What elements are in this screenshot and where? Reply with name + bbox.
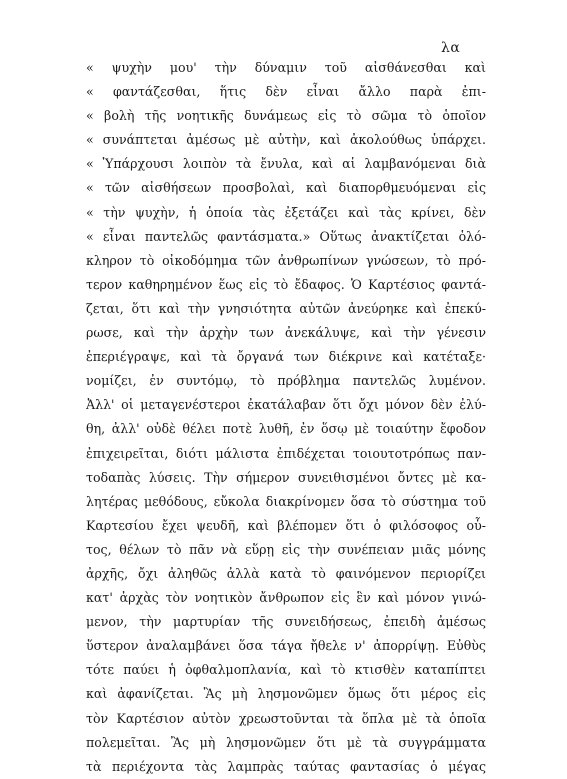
text-line: τότε παύει ἡ ὀφθαλμοπλανία, καὶ τὸ κτισθὲν καταπίπτει: [86, 662, 486, 678]
text-line: μενον, τὴν μαρτυρίαν τῆς συνειδήσεως, ἐπειδὴ ἀμέσως: [86, 614, 486, 630]
body-text: [86, 56, 486, 779]
text-line: θη, ἀλλ' οὐδὲ θέλει ποτὲ λυθῆ, ἐν ὅσῳ μὲ τοιαύτην ἔφοδον: [86, 421, 486, 437]
text-line: ζεται, ὅτι καὶ τὴν γνησιότητα αὐτῶν ἀνεύρηκε καὶ ἐπεκύ-: [86, 300, 486, 316]
text-line: « τῶν αἰσθήσεων προσβολαὶ, καὶ διαπορθμευόμεναι εἰς: [86, 180, 486, 196]
text-line: ἐπεριέγραψε, καὶ τὰ ὄργανά των διέκρινε καὶ κατέταξε·: [86, 349, 486, 365]
text-line: λητέρας μεθόδους, εὔκολα διακρίνομεν ὅσα τὸ σύστημα τοῦ: [86, 493, 486, 509]
text-line: τος, θέλων τὸ πᾶν νὰ εὕρῃ εἰς τὴν συνέπειαν μιᾶς μόνης: [86, 541, 486, 557]
text-line: ρωσε, καὶ τὴν ἀρχὴν των ἀνεκάλυψε, καὶ τὴν γένεσιν: [86, 325, 486, 341]
text-line: « Ὑπάρχουσι λοιπὸν τὰ ἔνυλα, καὶ αἱ λαμβανόμεναι διὰ: [86, 156, 486, 172]
text-line: κληρον τὸ οἰκοδόμημα τῶν ἀνθρωπίνων γνώσεων, τὸ πρό-: [86, 252, 486, 268]
text-line: « φαντάζεσθαι, ἥτις δὲν εἶναι ἄλλο παρὰ ἐπι-: [86, 84, 486, 100]
text-line: ἀρχῆς, ὄχι ἀληθῶς ἀλλὰ κατὰ τὸ φαινόμενον περιορίζει: [86, 565, 486, 581]
text-line: νομίζει, ἐν συντόμῳ, τὸ πρόβλημα παντελῶς λυμένον.: [86, 373, 486, 389]
text-line: « ψυχὴν μου' τὴν δύναμιν τοῦ αἰσθάνεσθαι καὶ: [86, 60, 486, 75]
text-line: τὸν Καρτέσιον αὐτὸν χρεωστοῦνται τὰ ὅπλα μὲ τὰ ὁποῖα: [86, 710, 486, 726]
text-line: « εἶναι παντελῶς φαντάσματα.» Οὕτως ἀνακτίζεται ὁλό-: [86, 228, 486, 244]
text-line: « βολὴ τῆς νοητικῆς δυνάμεως εἰς τὸ σῶμα τὸ ὁποῖον: [86, 108, 486, 124]
text-line: πολεμεῖται. Ἂς μὴ λησμονῶμεν ὅτι μὲ τὰ συγγράμματα: [86, 734, 486, 750]
text-line: κατ' ἀρχὰς τὸν νοητικὸν ἄνθρωπον εἰς ἓν καὶ μόνον γινώ-: [86, 590, 486, 606]
text-line: Καρτεσίου ἔχει ψευδῆ, καὶ βλέπομεν ὅτι ὁ φιλόσοφος οὗ-: [86, 517, 486, 533]
page-number: λα: [441, 40, 461, 56]
text-line: τὰ περιέχοντα τὰς λαμπρὰς ταύτας φαντασίας ὁ μέγας: [86, 758, 486, 774]
text-line: τερον καθηρημένον ἕως εἰς τὸ ἔδαφος. Ὁ Καρτέσιος φαντά-: [86, 276, 486, 292]
text-line: ἐπιχειρεῖται, διότι μάλιστα ἐπιδέχεται τοιουτοτρόπως παν-: [86, 445, 486, 461]
text-line: καὶ ἀφανίζεται. Ἂς μὴ λησμονῶμεν ὅμως ὅτι μέρος εἰς: [86, 686, 486, 702]
text-line: « τὴν ψυχὴν, ἡ ὁποία τὰς ἐξετάζει καὶ τὰς κρίνει, δὲν: [86, 204, 486, 220]
text-line: « συνάπτεται ἀμέσως μὲ αὐτὴν, καὶ ἀκολούθως ὑπάρχει.: [86, 132, 486, 148]
text-line: τοδαπὰς λύσεις. Τὴν σήμερον συνειθισμένοι ὄντες μὲ κα-: [86, 469, 486, 485]
text-line: ὕστερον ἀναλαμβάνει ὅσα τάγα ἤθελε ν' ἀπορρίψῃ. Εὐθὺς: [86, 638, 486, 654]
text-line: Ἀλλ' οἱ μεταγενέστεροι ἐκατάλαβαν ὅτι ὄχι μόνον δὲν ἐλύ-: [86, 397, 486, 413]
